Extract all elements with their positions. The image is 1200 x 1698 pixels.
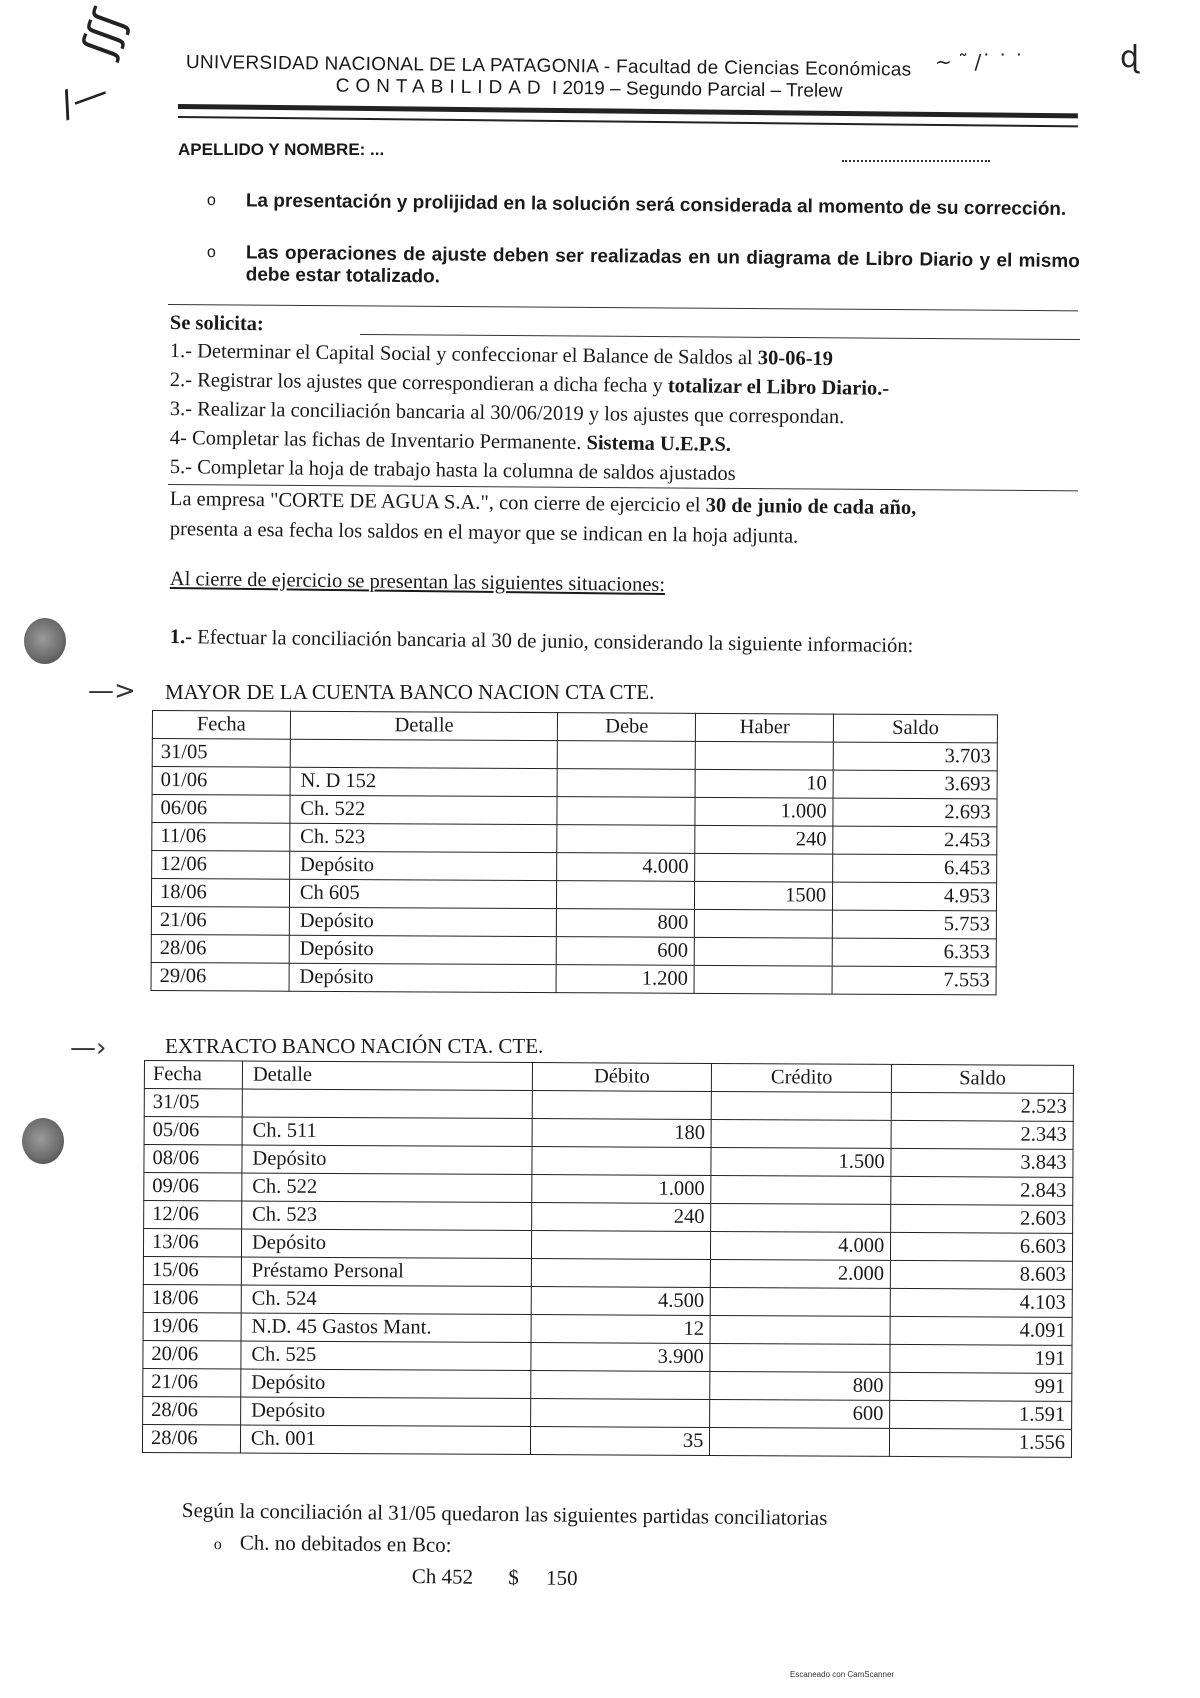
cell-saldo: 1.591 bbox=[890, 1400, 1072, 1429]
cell-debito bbox=[531, 1259, 711, 1288]
cell-debito: 1.000 bbox=[531, 1175, 711, 1204]
table-row bbox=[151, 906, 996, 938]
header-rule-top bbox=[178, 104, 1078, 118]
cell-fecha: 20/06 bbox=[143, 1340, 241, 1369]
cell-saldo: 4.103 bbox=[890, 1288, 1072, 1317]
cell-fecha: 18/06 bbox=[151, 879, 289, 908]
cell-detalle: Ch. 522 bbox=[290, 795, 558, 824]
cell-credito bbox=[710, 1343, 890, 1372]
cell-saldo: 4.953 bbox=[833, 882, 997, 911]
column-header: Debe bbox=[558, 713, 696, 742]
cell-detalle: Ch. 524 bbox=[241, 1285, 531, 1315]
cell-saldo: 191 bbox=[890, 1344, 1072, 1373]
binder-hole bbox=[22, 1118, 64, 1164]
company-line-2: presenta a esa fecha los saldos en el mayor que se indican en la hoja adjunta. bbox=[169, 518, 799, 548]
course-name: CONTABILIDAD bbox=[335, 75, 547, 99]
requirement-item bbox=[170, 398, 845, 429]
cell-saldo: 2.693 bbox=[833, 798, 997, 827]
requirement-text: 4- Completar las fichas de Inventario Permanente. bbox=[169, 427, 587, 455]
bullet-icon: o bbox=[213, 1535, 222, 1554]
instruction-item bbox=[206, 190, 1080, 221]
cell-saldo: 3.693 bbox=[833, 770, 997, 799]
cell-haber bbox=[695, 909, 833, 938]
cell-detalle: Depósito bbox=[289, 935, 557, 964]
student-name-field[interactable] bbox=[842, 160, 990, 162]
cell-saldo: 8.603 bbox=[891, 1260, 1073, 1289]
cell-debito: 4.500 bbox=[531, 1287, 711, 1316]
cell-fecha: 08/06 bbox=[144, 1145, 242, 1174]
cell-debe bbox=[558, 741, 696, 770]
cell-detalle: Ch. 001 bbox=[240, 1425, 530, 1455]
cell-fecha: 28/06 bbox=[151, 934, 289, 963]
header-rule-bottom bbox=[178, 116, 1078, 127]
cell-detalle: Depósito bbox=[289, 963, 557, 992]
column-header: Fecha bbox=[152, 711, 290, 740]
mayor-title: MAYOR DE LA CUENTA BANCO NACION CTA CTE. bbox=[165, 680, 655, 704]
cell-debito bbox=[531, 1147, 711, 1176]
cell-fecha: 12/06 bbox=[144, 1201, 242, 1230]
company-fiscal-close: 30 de junio de cada año, bbox=[705, 494, 917, 520]
cell-detalle bbox=[242, 1089, 532, 1119]
column-header: Haber bbox=[696, 713, 834, 742]
university-line: UNIVERSIDAD NACIONAL DE LA PATAGONIA - Facultad de Ciencias Económicas bbox=[185, 52, 912, 81]
instruction-item bbox=[206, 242, 1080, 295]
cell-fecha: 31/05 bbox=[152, 739, 290, 768]
cell-detalle: Depósito bbox=[289, 851, 557, 880]
header-scribble: ~ ˜ /˙ ˙ ˙ bbox=[935, 50, 1024, 74]
requirement-item bbox=[170, 369, 890, 401]
cell-credito bbox=[711, 1203, 891, 1232]
cell-saldo: 2.523 bbox=[891, 1092, 1073, 1121]
cell-detalle: Depósito bbox=[289, 907, 557, 936]
column-header: Débito bbox=[532, 1063, 712, 1092]
point-1-number: 1.- bbox=[169, 626, 193, 649]
cell-saldo: 4.091 bbox=[890, 1316, 1072, 1345]
column-header: Saldo bbox=[892, 1064, 1074, 1093]
cell-credito: 2.000 bbox=[711, 1259, 891, 1288]
cell-fecha: 11/06 bbox=[152, 823, 290, 852]
cell-saldo: 6.453 bbox=[833, 854, 997, 883]
arrow-icon: —> bbox=[88, 676, 136, 706]
bullet-icon: o bbox=[206, 191, 216, 210]
table-header-row bbox=[152, 711, 997, 743]
cell-haber: 10 bbox=[695, 769, 833, 798]
cell-debe bbox=[557, 797, 695, 826]
mayor-table bbox=[151, 710, 998, 995]
requirement-text: 5.- Completar la hoja de trabajo hasta la columna de saldos ajustados bbox=[169, 456, 736, 485]
cell-detalle: Préstamo Personal bbox=[241, 1257, 531, 1287]
cell-saldo: 3.703 bbox=[833, 742, 997, 771]
cell-credito: 1.500 bbox=[711, 1147, 891, 1176]
cell-fecha: 19/06 bbox=[143, 1312, 241, 1341]
cell-debe bbox=[557, 881, 695, 910]
cell-detalle: Ch. 523 bbox=[242, 1201, 532, 1231]
cell-saldo: 6.353 bbox=[832, 938, 996, 967]
table-row bbox=[152, 795, 997, 827]
point-1 bbox=[170, 626, 914, 658]
check-number: Ch 452 bbox=[411, 1564, 474, 1589]
requirement-text: 1.- Determinar el Capital Social y confeccionar el Balance de Saldos al bbox=[169, 340, 758, 370]
table-row bbox=[152, 851, 997, 883]
arrow-icon: —› bbox=[70, 1033, 107, 1063]
column-header: Saldo bbox=[834, 714, 998, 743]
column-header: Crédito bbox=[712, 1063, 892, 1092]
conciliation-item-label: Ch. no debitados en Bco: bbox=[239, 1530, 452, 1557]
margin-scribble-2: /— bbox=[54, 71, 114, 126]
cell-debito: 180 bbox=[532, 1119, 712, 1148]
cell-debe: 4.000 bbox=[557, 853, 695, 882]
cell-saldo: 991 bbox=[890, 1372, 1072, 1401]
conciliation-item bbox=[214, 1530, 452, 1558]
cell-saldo: 6.603 bbox=[891, 1232, 1073, 1261]
cell-detalle: Depósito bbox=[241, 1369, 531, 1399]
table-row bbox=[151, 962, 996, 994]
cell-saldo: 2.843 bbox=[891, 1176, 1073, 1205]
cell-debito: 12 bbox=[531, 1315, 711, 1344]
cell-fecha: 06/06 bbox=[152, 795, 290, 824]
cell-detalle: N.D. 45 Gastos Mant. bbox=[241, 1313, 531, 1343]
cell-detalle: Ch. 525 bbox=[241, 1341, 531, 1371]
cell-fecha: 12/06 bbox=[152, 851, 290, 880]
requirements-underline bbox=[360, 334, 1080, 340]
table-row bbox=[142, 1424, 1071, 1457]
cell-saldo: 3.843 bbox=[891, 1148, 1073, 1177]
conciliation-check-line bbox=[412, 1564, 578, 1591]
conciliation-intro: Según la conciliación al 31/05 quedaron las siguientes partidas conciliatorias bbox=[181, 1498, 828, 1530]
cell-credito bbox=[710, 1315, 890, 1344]
company-line-1 bbox=[170, 488, 917, 520]
bullet-icon: o bbox=[206, 243, 216, 262]
cell-saldo: 7.553 bbox=[832, 966, 996, 995]
cell-debe: 600 bbox=[557, 937, 695, 966]
cell-fecha: 15/06 bbox=[143, 1256, 241, 1285]
column-header: Detalle bbox=[290, 711, 558, 740]
table-row bbox=[152, 739, 997, 771]
requirement-text: 2.- Registrar los ajustes que correspondieran a dicha fecha y bbox=[169, 369, 669, 398]
cell-fecha: 09/06 bbox=[144, 1173, 242, 1202]
exam-subtitle: I 2019 – Segundo Parcial – Trelew bbox=[551, 77, 843, 102]
cell-haber bbox=[695, 853, 833, 882]
cell-saldo: 2.453 bbox=[833, 826, 997, 855]
table-row bbox=[151, 879, 996, 911]
cell-fecha: 05/06 bbox=[144, 1117, 242, 1146]
cell-detalle: Depósito bbox=[241, 1229, 531, 1259]
scanner-watermark: Escaneado con CamScanner bbox=[790, 1670, 895, 1679]
binder-hole bbox=[24, 618, 66, 664]
cell-fecha: 21/06 bbox=[151, 906, 289, 935]
cell-credito bbox=[711, 1175, 891, 1204]
cell-saldo: 2.603 bbox=[891, 1204, 1073, 1233]
cell-fecha: 31/05 bbox=[144, 1089, 242, 1118]
cell-debito: 3.900 bbox=[530, 1343, 710, 1372]
requirement-text: 3.- Realizar la conciliación bancaria al 30/06/2019 y los ajustes que correspondan. bbox=[169, 398, 845, 429]
currency-symbol: $ bbox=[508, 1565, 520, 1590]
cell-fecha: 18/06 bbox=[143, 1284, 241, 1313]
cell-saldo: 2.343 bbox=[891, 1120, 1073, 1149]
cell-detalle: N. D 152 bbox=[290, 767, 558, 796]
situations-title: Al cierre de ejercicio se presentan las siguientes situaciones: bbox=[169, 568, 666, 597]
table-row bbox=[152, 823, 997, 855]
column-header: Fecha bbox=[144, 1061, 242, 1090]
company-text: La empresa "CORTE DE AGUA S.A.", con cierre de ejercicio el bbox=[169, 488, 706, 517]
cell-credito: 800 bbox=[710, 1371, 890, 1400]
cell-fecha: 29/06 bbox=[151, 962, 289, 991]
cell-haber: 1.000 bbox=[695, 797, 833, 826]
requirement-item bbox=[170, 427, 731, 457]
requirement-item bbox=[170, 456, 736, 486]
requirement-bold: 30-06-19 bbox=[757, 347, 834, 371]
column-header: Detalle bbox=[242, 1061, 532, 1091]
table-row bbox=[151, 934, 996, 966]
student-name-label: APELLIDO Y NOMBRE: ... bbox=[178, 140, 385, 159]
cell-fecha: 01/06 bbox=[152, 767, 290, 796]
cell-saldo: 5.753 bbox=[832, 910, 996, 939]
instruction-text: La presentación y prolijidad en la solución será considerada al momento de su corrección. bbox=[245, 190, 1067, 220]
cell-haber bbox=[694, 937, 832, 966]
cell-fecha: 13/06 bbox=[143, 1229, 241, 1258]
margin-scribble: ʃʃʃ bbox=[72, 3, 136, 64]
cell-credito bbox=[712, 1091, 892, 1120]
cell-haber: 240 bbox=[695, 825, 833, 854]
cell-fecha: 28/06 bbox=[143, 1396, 241, 1425]
cell-debito bbox=[530, 1371, 710, 1400]
cell-fecha: 21/06 bbox=[143, 1368, 241, 1397]
cell-credito bbox=[711, 1119, 891, 1148]
cell-debe bbox=[558, 769, 696, 798]
cell-detalle: Ch. 522 bbox=[242, 1173, 532, 1203]
point-1-text: Efectuar la conciliación bancaria al 30 de junio, considerando la siguiente información: bbox=[191, 626, 914, 658]
extracto-title: EXTRACTO BANCO NACIÓN CTA. CTE. bbox=[165, 1034, 544, 1058]
cell-credito: 600 bbox=[710, 1399, 890, 1428]
cell-haber bbox=[694, 965, 832, 994]
cell-saldo: 1.556 bbox=[890, 1428, 1072, 1457]
cell-debe: 1.200 bbox=[557, 965, 695, 994]
cell-detalle: Depósito bbox=[242, 1145, 532, 1175]
cell-debe: 800 bbox=[557, 909, 695, 938]
cell-debito bbox=[532, 1091, 712, 1120]
cell-detalle bbox=[290, 739, 558, 768]
cell-haber: 1500 bbox=[695, 881, 833, 910]
cell-debito bbox=[531, 1231, 711, 1260]
requirement-item bbox=[170, 340, 833, 371]
requirements-title: Se solicita: bbox=[169, 312, 264, 336]
requirement-bold: totalizar el Libro Diario.- bbox=[667, 375, 890, 400]
cell-haber bbox=[696, 741, 834, 770]
cell-detalle: Ch 605 bbox=[289, 879, 557, 908]
cell-detalle: Ch. 523 bbox=[290, 823, 558, 852]
cell-detalle: Depósito bbox=[241, 1397, 531, 1427]
table-row bbox=[152, 767, 997, 799]
cell-debito bbox=[530, 1399, 710, 1428]
extracto-table bbox=[142, 1060, 1074, 1458]
cell-debe bbox=[557, 825, 695, 854]
section-divider bbox=[168, 304, 1078, 311]
requirement-bold: Sistema U.E.P.S. bbox=[586, 432, 732, 456]
corner-scribble: ɖ bbox=[1120, 40, 1140, 75]
cell-credito bbox=[710, 1427, 890, 1456]
instruction-text: Las operaciones de ajuste deben ser realizadas en un diagrama de Libro Diario y el mismo debe estar totalizado. bbox=[245, 242, 1080, 288]
cell-debito: 240 bbox=[531, 1203, 711, 1232]
cell-detalle: Ch. 511 bbox=[242, 1117, 532, 1147]
cell-credito bbox=[711, 1287, 891, 1316]
cell-debito: 35 bbox=[530, 1427, 710, 1456]
cell-fecha: 28/06 bbox=[142, 1424, 240, 1453]
exam-header bbox=[186, 52, 1066, 105]
cell-credito: 4.000 bbox=[711, 1231, 891, 1260]
check-amount: 150 bbox=[545, 1565, 578, 1591]
